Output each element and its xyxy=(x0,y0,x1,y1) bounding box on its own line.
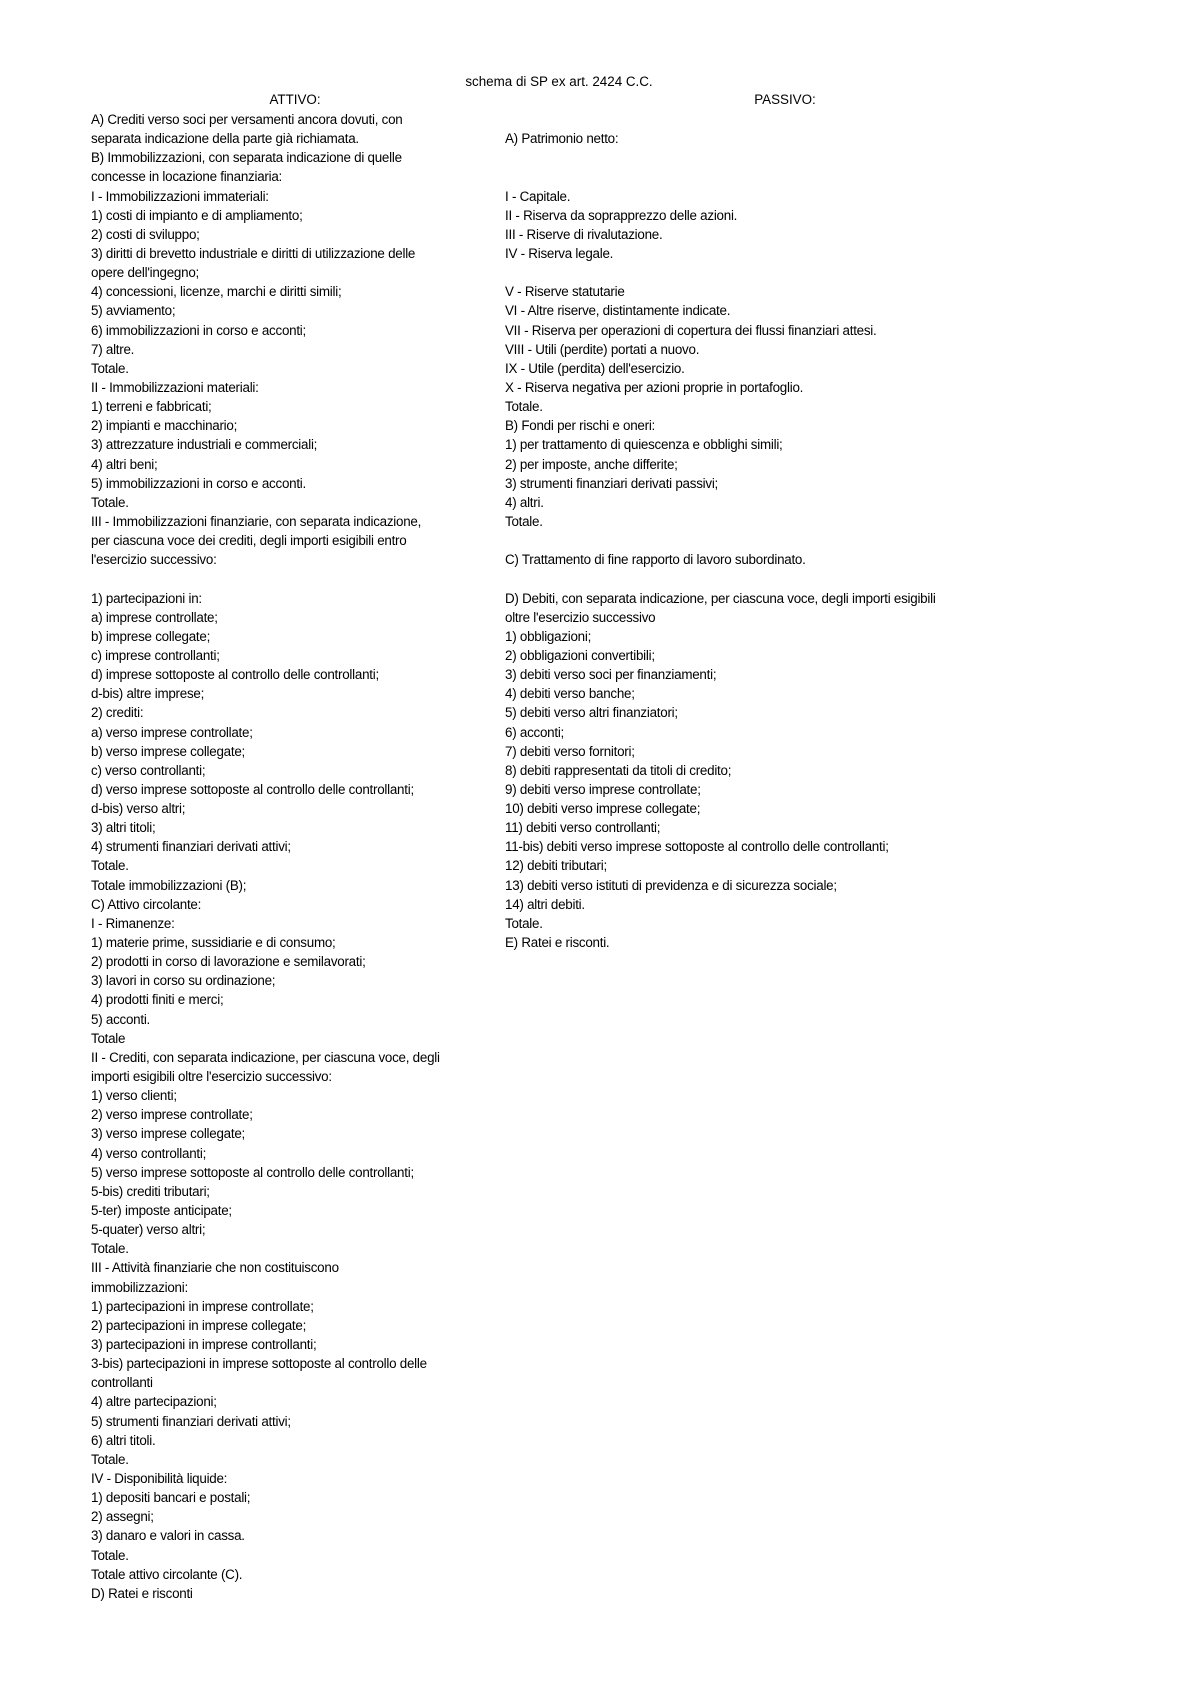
attivo-line: d) verso imprese sottoposte al controllo delle controllanti; xyxy=(91,781,414,797)
passivo-line: 4) altri. xyxy=(505,494,544,510)
attivo-line: I - Rimanenze: xyxy=(91,915,175,931)
attivo-line: 2) crediti: xyxy=(91,705,144,721)
attivo-line: Totale. xyxy=(91,494,129,510)
passivo-line: 1) obbligazioni; xyxy=(505,628,592,644)
passivo-line: X - Riserva negativa per azioni proprie in portafoglio. xyxy=(505,379,804,395)
attivo-line: 4) verso controllanti; xyxy=(91,1145,207,1161)
attivo-line: II - Crediti, con separata indicazione, per ciascuna voce, degli xyxy=(91,1049,440,1065)
passivo-heading: PASSIVO: xyxy=(754,92,816,107)
attivo-line: 3) altri titoli; xyxy=(91,820,156,836)
attivo-line: separata indicazione della parte già richiamata. xyxy=(91,131,359,147)
passivo-line: 8) debiti rappresentati da titoli di credito; xyxy=(505,762,732,778)
attivo-line: b) verso imprese collegate; xyxy=(91,743,246,759)
attivo-line: l'esercizio successivo: xyxy=(91,552,217,568)
page-title: schema di SP ex art. 2424 C.C. xyxy=(465,74,653,89)
attivo-line: 4) altri beni; xyxy=(91,456,158,472)
attivo-line: Totale. xyxy=(91,858,129,874)
attivo-line: 3) attrezzature industriali e commerciali; xyxy=(91,437,318,453)
passivo-line: Totale. xyxy=(505,399,543,415)
attivo-column xyxy=(91,110,501,1603)
attivo-line: 6) immobilizzazioni in corso e acconti; xyxy=(91,322,307,338)
attivo-line: III - Immobilizzazioni finanziarie, con separata indicazione, xyxy=(91,513,422,529)
attivo-line: I - Immobilizzazioni immateriali: xyxy=(91,188,269,204)
attivo-line: opere dell'ingegno; xyxy=(91,265,199,281)
passivo-line: 7) debiti verso fornitori; xyxy=(505,743,635,759)
attivo-heading: ATTIVO: xyxy=(269,92,321,107)
attivo-line: 3) verso imprese collegate; xyxy=(91,1126,246,1142)
attivo-line: A) Crediti verso soci per versamenti ancora dovuti, con xyxy=(91,112,403,127)
attivo-line: d-bis) verso altri; xyxy=(91,801,186,817)
attivo-line: 2) partecipazioni in imprese collegate; xyxy=(91,1317,307,1333)
attivo-line: III - Attività finanziarie che non costituiscono xyxy=(91,1260,339,1276)
passivo-line: 11-bis) debiti verso imprese sottoposte al controllo delle controllanti; xyxy=(505,839,889,855)
passivo-column xyxy=(505,110,1065,952)
attivo-line: C) Attivo circolante: xyxy=(91,896,202,912)
attivo-line: a) verso imprese controllate; xyxy=(91,724,253,740)
passivo-line: 10) debiti verso imprese collegate; xyxy=(505,801,701,817)
passivo-line: 3) strumenti finanziari derivati passivi; xyxy=(505,475,719,491)
attivo-line: controllanti xyxy=(91,1375,153,1391)
attivo-line: B) Immobilizzazioni, con separata indicazione di quelle xyxy=(91,150,402,166)
passivo-line: 5) debiti verso altri finanziatori; xyxy=(505,705,678,721)
attivo-line: 3-bis) partecipazioni in imprese sottoposte al controllo delle xyxy=(91,1356,427,1372)
passivo-line: 9) debiti verso imprese controllate; xyxy=(505,781,701,797)
attivo-line: 5) avviamento; xyxy=(91,303,176,319)
passivo-line: C) Trattamento di fine rapporto di lavoro subordinato. xyxy=(505,552,806,568)
attivo-line: 3) danaro e valori in cassa. xyxy=(91,1528,245,1544)
attivo-line: importi esigibili oltre l'esercizio successivo: xyxy=(91,1069,332,1085)
passivo-line: V - Riserve statutarie xyxy=(505,284,625,300)
attivo-line: 1) partecipazioni in: xyxy=(91,590,202,606)
attivo-line: 5) immobilizzazioni in corso e acconti. xyxy=(91,475,307,491)
passivo-line: 4) debiti verso banche; xyxy=(505,686,635,702)
passivo-line: I - Capitale. xyxy=(505,188,571,204)
attivo-line: d-bis) altre imprese; xyxy=(91,686,205,702)
passivo-line: VII - Riserva per operazioni di copertura dei flussi finanziari attesi. xyxy=(505,322,877,338)
passivo-line: D) Debiti, con separata indicazione, per ciascuna voce, degli importi esigibili xyxy=(505,590,936,606)
attivo-line: Totale immobilizzazioni (B); xyxy=(91,877,247,893)
attivo-line: 1) partecipazioni in imprese controllate; xyxy=(91,1298,314,1314)
attivo-line: 5-bis) crediti tributari; xyxy=(91,1183,210,1199)
passivo-line: B) Fondi per rischi e oneri: xyxy=(505,418,656,434)
attivo-line: b) imprese collegate; xyxy=(91,628,211,644)
passivo-line: 11) debiti verso controllanti; xyxy=(505,820,661,836)
attivo-line: D) Ratei e risconti xyxy=(91,1585,193,1601)
attivo-line: 1) terreni e fabbricati; xyxy=(91,399,212,415)
attivo-line: 6) altri titoli. xyxy=(91,1432,156,1448)
attivo-line: 5-quater) verso altri; xyxy=(91,1222,206,1238)
attivo-line: 4) strumenti finanziari derivati attivi; xyxy=(91,839,291,855)
attivo-line: Totale. xyxy=(91,1547,129,1563)
passivo-line: Totale. xyxy=(505,915,543,931)
attivo-line: Totale. xyxy=(91,1241,129,1257)
attivo-line: 1) verso clienti; xyxy=(91,1088,177,1104)
attivo-line: Totale xyxy=(91,1030,126,1046)
passivo-line: IX - Utile (perdita) dell'esercizio. xyxy=(505,360,685,376)
passivo-line xyxy=(505,110,1065,129)
attivo-line: d) imprese sottoposte al controllo delle controllanti; xyxy=(91,667,379,683)
attivo-line: 5) strumenti finanziari derivati attivi; xyxy=(91,1413,291,1429)
attivo-line: 4) prodotti finiti e merci; xyxy=(91,992,224,1008)
attivo-line: c) verso controllanti; xyxy=(91,762,206,778)
attivo-line: 1) costi di impianto e di ampliamento; xyxy=(91,207,303,223)
attivo-line: 2) prodotti in corso di lavorazione e semilavorati; xyxy=(91,954,366,970)
passivo-line: E) Ratei e risconti. xyxy=(505,935,610,951)
attivo-line: immobilizzazioni: xyxy=(91,1279,188,1295)
passivo-line: A) Patrimonio netto: xyxy=(505,131,619,147)
attivo-line: 3) partecipazioni in imprese controllanti; xyxy=(91,1337,317,1352)
attivo-line: 7) altre. xyxy=(91,341,135,357)
passivo-line: oltre l'esercizio successivo xyxy=(505,609,656,625)
passivo-line: 3) debiti verso soci per finanziamenti; xyxy=(505,667,717,683)
attivo-line: 5) acconti. xyxy=(91,1011,151,1027)
passivo-line xyxy=(505,167,1065,186)
passivo-line: III - Riserve di rivalutazione. xyxy=(505,226,663,242)
attivo-line: 5-ter) imposte anticipate; xyxy=(91,1203,232,1219)
passivo-line xyxy=(505,569,1065,588)
passivo-line xyxy=(505,263,1065,282)
attivo-line: 3) lavori in corso su ordinazione; xyxy=(91,973,276,989)
attivo-line: per ciascuna voce dei crediti, degli importi esigibili entro xyxy=(91,533,407,549)
attivo-line: 4) concessioni, licenze, marchi e diritti simili; xyxy=(91,284,342,300)
attivo-line: 3) diritti di brevetto industriale e diritti di utilizzazione delle xyxy=(91,245,416,261)
attivo-line: Totale. xyxy=(91,1451,129,1467)
attivo-line: concesse in locazione finanziaria: xyxy=(91,169,282,185)
attivo-line: 2) assegni; xyxy=(91,1509,154,1525)
passivo-line: 13) debiti verso istituti di previdenza e di sicurezza sociale; xyxy=(505,877,837,893)
attivo-line: 1) depositi bancari e postali; xyxy=(91,1490,251,1506)
passivo-line: IV - Riserva legale. xyxy=(505,245,614,261)
attivo-line xyxy=(91,569,501,588)
attivo-line: II - Immobilizzazioni materiali: xyxy=(91,379,259,395)
passivo-line: VIII - Utili (perdite) portati a nuovo. xyxy=(505,341,700,357)
passivo-line: 14) altri debiti. xyxy=(505,896,585,912)
passivo-line: 2) obbligazioni convertibili; xyxy=(505,647,655,663)
passivo-line: 1) per trattamento di quiescenza e obblighi simili; xyxy=(505,437,783,453)
attivo-line: IV - Disponibilità liquide: xyxy=(91,1470,228,1486)
attivo-line: 2) costi di sviluppo; xyxy=(91,226,200,242)
passivo-line: II - Riserva da soprapprezzo delle azioni. xyxy=(505,207,738,223)
attivo-line: a) imprese controllate; xyxy=(91,609,218,625)
passivo-line: 2) per imposte, anche differite; xyxy=(505,456,678,472)
passivo-line: Totale. xyxy=(505,513,543,529)
passivo-line: 12) debiti tributari; xyxy=(505,858,607,874)
passivo-line xyxy=(505,531,1065,550)
passivo-line: 6) acconti; xyxy=(505,724,565,740)
attivo-line: 2) impianti e macchinario; xyxy=(91,418,238,434)
attivo-line: 2) verso imprese controllate; xyxy=(91,1107,253,1123)
attivo-line: c) imprese controllanti; xyxy=(91,647,220,663)
passivo-line xyxy=(505,148,1065,167)
attivo-line: 4) altre partecipazioni; xyxy=(91,1394,217,1410)
attivo-line: 5) verso imprese sottoposte al controllo delle controllanti; xyxy=(91,1164,414,1180)
passivo-line: VI - Altre riserve, distintamente indicate. xyxy=(505,303,731,319)
attivo-line: 1) materie prime, sussidiarie e di consumo; xyxy=(91,935,336,951)
attivo-line: Totale. xyxy=(91,360,129,376)
attivo-line: Totale attivo circolante (C). xyxy=(91,1566,243,1582)
